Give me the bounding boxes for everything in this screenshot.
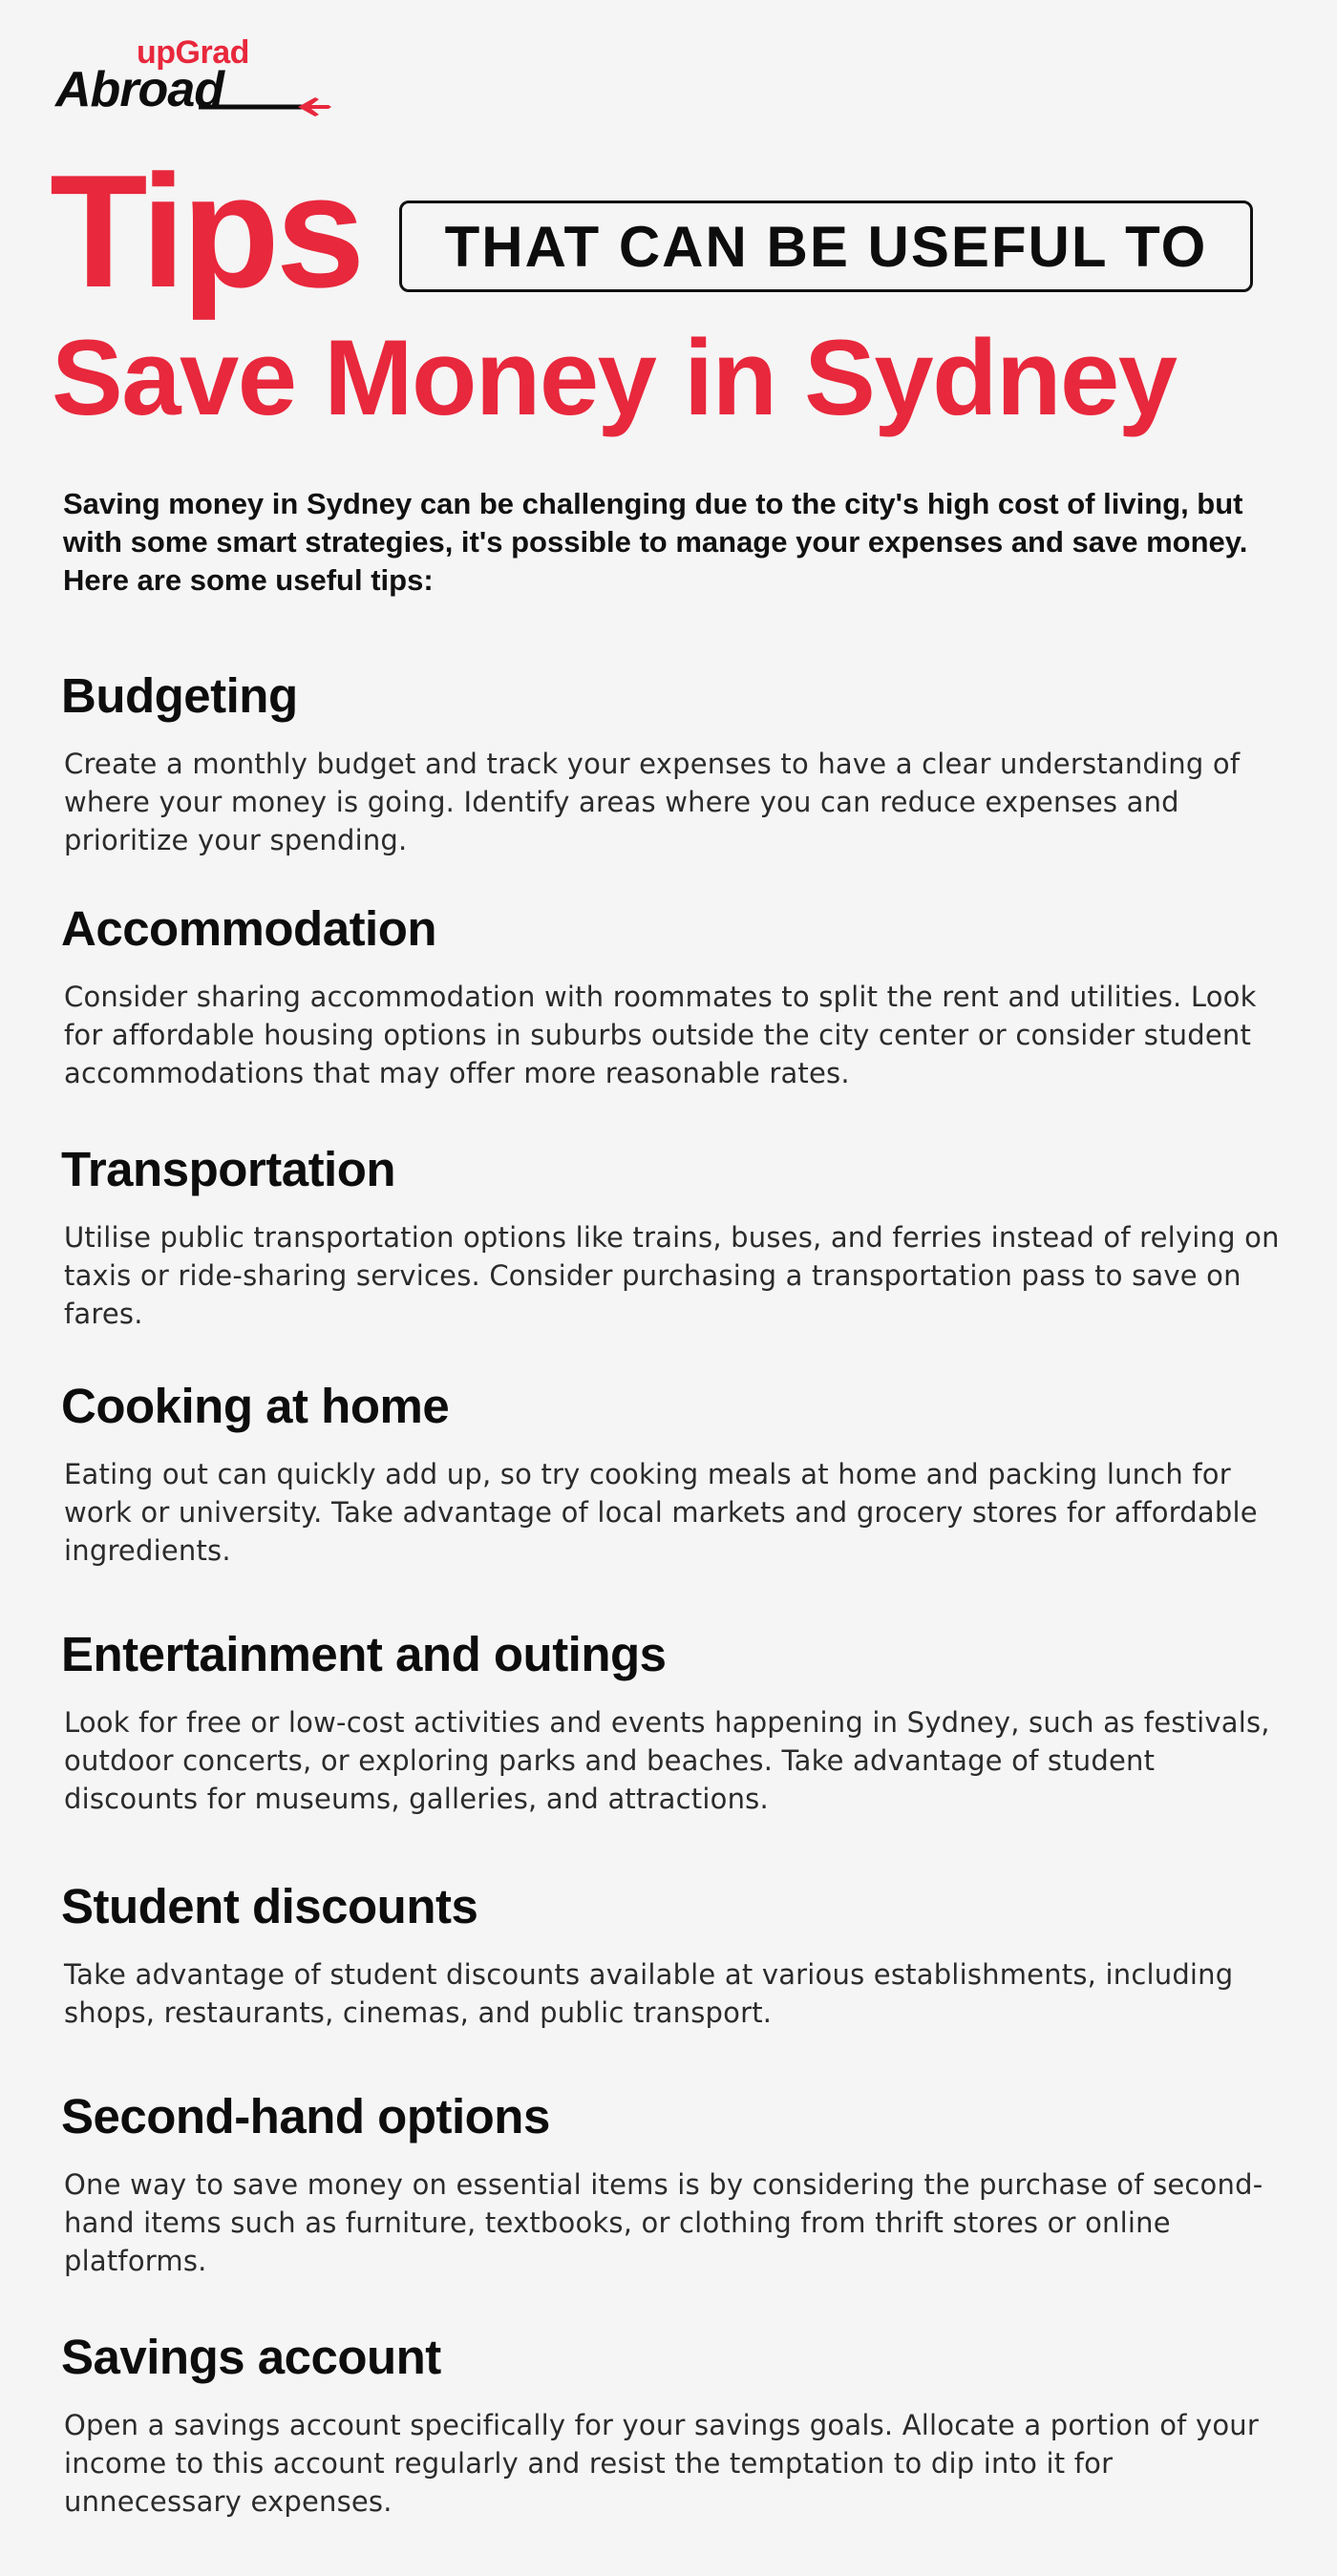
logo-abroad-text: Abroad [55, 62, 223, 117]
section-budgeting [61, 666, 1284, 859]
logo-upgrad-text: upGrad [137, 34, 249, 71]
section-title: Savings account [61, 2330, 441, 2384]
section-cooking-at-home [61, 1377, 1284, 1570]
section-savings-account [61, 2328, 1284, 2521]
section-body: Consider sharing accommodation with roommates to split the rent and utilities. Look for affordable housing options in suburbs outside the city center or consider student accommodations that may offer more reasonable rates. [64, 981, 1257, 1089]
section-transportation [61, 1140, 1284, 1333]
section-title: Entertainment and outings [61, 1627, 667, 1681]
section-body: Eating out can quickly add up, so try cooking meals at home and packing lunch for work or university. Take advantage of local markets and grocery stores for affordable ingredients. [64, 1458, 1258, 1567]
section-title: Transportation [61, 1142, 396, 1196]
upgrad-abroad-logo [55, 34, 323, 117]
section-body: Create a monthly budget and track your expenses to have a clear understanding of where your money is going. Identify areas where you can reduce expenses and prioritize your spending. [64, 748, 1241, 856]
useful-to-banner: THAT CAN BE USEFUL TO [399, 201, 1253, 292]
section-title: Accommodation [61, 901, 437, 956]
intro-paragraph: Saving money in Sydney can be challenging due to the city's high cost of living, but with some smart strategies, it's possible to manage your expenses and save money. Here are some useful tips: [63, 487, 1248, 597]
section-body: Take advantage of student discounts available at various establishments, including shops, restaurants, cinemas, and public transport. [64, 1958, 1234, 2029]
section-title: Budgeting [61, 668, 298, 723]
section-entertainment [61, 1625, 1284, 1818]
section-title: Cooking at home [61, 1379, 450, 1433]
section-body: Look for free or low-cost activities and events happening in Sydney, such as festivals, outdoor concerts, or exploring parks and beaches. Take advantage of student discounts for museums, galleries, and attractions. [64, 1706, 1270, 1815]
section-body: Open a savings account specifically for your savings goals. Allocate a portion of your income to this account regularly and resist the temptation to dip into it for unnecessary expenses. [64, 2409, 1259, 2518]
section-body: One way to save money on essential items is by considering the purchase of second-hand items such as furniture, textbooks, or clothing from thrift stores or online platforms. [64, 2168, 1263, 2277]
section-body: Utilise public transportation options like trains, buses, and ferries instead of relying on taxis or ride-sharing services. Consider purchasing a transportation pass to save on fares. [64, 1221, 1280, 1330]
section-title: Student discounts [61, 1879, 478, 1933]
section-second-hand [61, 2087, 1284, 2280]
section-title: Second-hand options [61, 2089, 550, 2143]
airplane-icon [199, 94, 332, 120]
section-accommodation [61, 899, 1284, 1092]
page-title: Save Money in Sydney [52, 318, 1177, 437]
section-student-discounts [61, 1877, 1284, 2032]
tips-heading: Tips [50, 141, 362, 321]
